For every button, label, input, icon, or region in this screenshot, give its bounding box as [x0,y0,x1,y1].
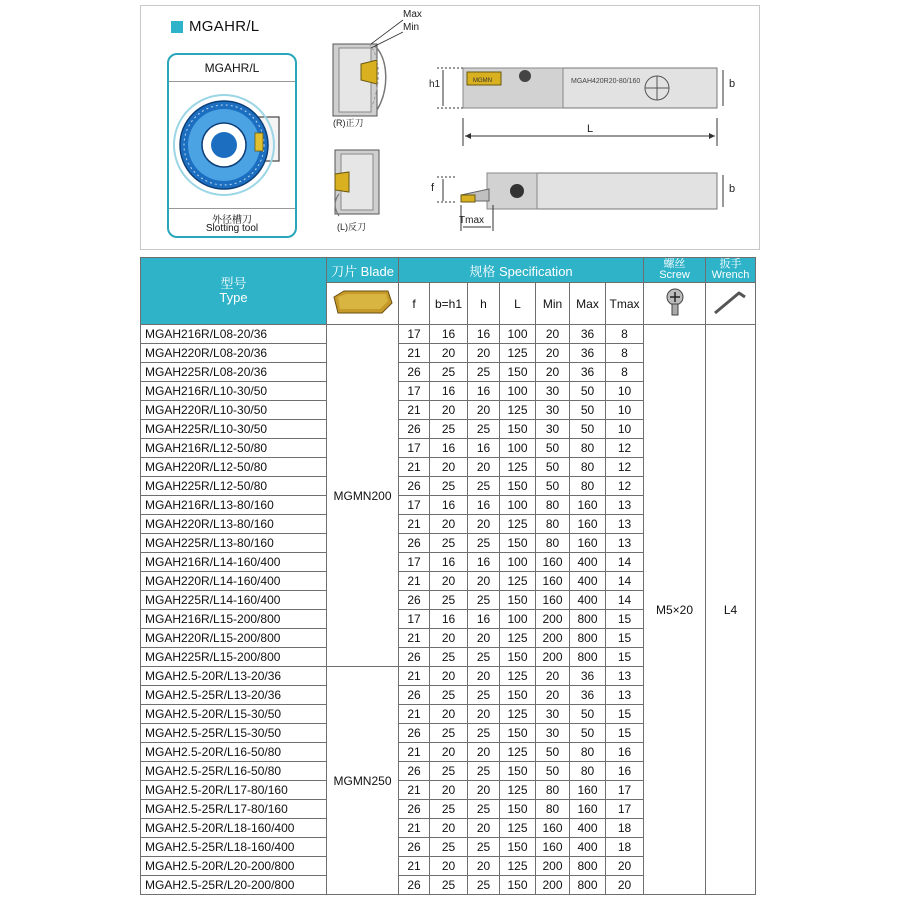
spec-cell-max: 50 [570,420,606,439]
spec-cell-f: 21 [399,819,430,838]
spec-cell-max: 36 [570,667,606,686]
spec-cell-f: 21 [399,629,430,648]
screw-header: 螺丝 Screw [644,258,706,283]
spec-cell-bh1: 25 [430,800,468,819]
right-hand-label: (R)正刀 [333,118,364,128]
spec-cell-tmax: 20 [606,876,644,895]
spec-cell-L: 150 [500,762,536,781]
model-cell: MGAH216R/L12-50/80 [141,439,327,458]
spec-cell-max: 800 [570,629,606,648]
model-cell: MGAH216R/L15-200/800 [141,610,327,629]
spec-cell-bh1: 25 [430,363,468,382]
spec-cell-min: 50 [536,458,570,477]
spec-cell-f: 21 [399,743,430,762]
blade-insert-icon [330,287,396,317]
spec-cell-min: 20 [536,363,570,382]
spec-cell-tmax: 10 [606,382,644,401]
col-max: Max [570,283,606,325]
spec-cell-h: 16 [468,382,500,401]
spec-cell-L: 125 [500,572,536,591]
spec-cell-min: 20 [536,686,570,705]
spec-cell-max: 50 [570,382,606,401]
spec-cell-h: 16 [468,325,500,344]
holder-marking: MGAH420R20-80/160 [571,78,641,85]
spec-cell-L: 150 [500,800,536,819]
spec-cell-max: 400 [570,572,606,591]
max-label: Max [403,9,422,20]
blade-cell: MGMN200 [327,325,399,667]
model-cell: MGAH216R/L13-80/160 [141,496,327,515]
spec-cell-max: 160 [570,800,606,819]
spec-cell-max: 50 [570,724,606,743]
spec-cell-bh1: 25 [430,591,468,610]
spec-cell-f: 17 [399,553,430,572]
spec-cell-bh1: 20 [430,572,468,591]
f-label: f [431,182,435,194]
model-cell: MGAH220R/L14-160/400 [141,572,327,591]
col-f: f [399,283,430,325]
model-cell: MGAH225R/L14-160/400 [141,591,327,610]
spec-cell-bh1: 25 [430,477,468,496]
card-title: MGAHR/L [204,61,260,75]
spec-cell-min: 80 [536,534,570,553]
spec-cell-L: 125 [500,401,536,420]
model-cell: MGAH2.5-25R/L15-30/50 [141,724,327,743]
spec-cell-h: 20 [468,401,500,420]
spec-cell-tmax: 14 [606,572,644,591]
col-h: h [468,283,500,325]
model-cell: MGAH220R/L12-50/80 [141,458,327,477]
screw-cell: M5×20 [644,325,706,895]
model-cell: MGAH2.5-20R/L17-80/160 [141,781,327,800]
spec-cell-min: 160 [536,591,570,610]
spec-cell-tmax: 8 [606,344,644,363]
spec-cell-max: 80 [570,458,606,477]
b-bottom-label: b [729,183,736,195]
spec-cell-f: 26 [399,648,430,667]
type-header: 型号 Type [141,258,327,325]
blade-header: 刀片 Blade [327,258,399,283]
spec-cell-bh1: 20 [430,344,468,363]
spec-cell-tmax: 17 [606,800,644,819]
spec-cell-max: 160 [570,515,606,534]
spec-cell-L: 150 [500,686,536,705]
spec-cell-f: 21 [399,667,430,686]
spec-cell-L: 150 [500,724,536,743]
spec-cell-tmax: 12 [606,477,644,496]
spec-cell-tmax: 8 [606,325,644,344]
spec-cell-f: 21 [399,458,430,477]
holder-side-view-icon [427,161,747,241]
spec-cell-h: 16 [468,439,500,458]
screw-image-cell [644,283,706,325]
spec-cell-h: 25 [468,477,500,496]
spec-cell-h: 25 [468,876,500,895]
spec-cell-tmax: 13 [606,496,644,515]
card-label-en: Slotting tool [205,223,259,234]
spec-cell-min: 80 [536,800,570,819]
blade-image-cell [327,283,399,325]
model-cell: MGAH216R/L08-20/36 [141,325,327,344]
spec-cell-tmax: 15 [606,648,644,667]
spec-cell-f: 26 [399,477,430,496]
spec-cell-min: 20 [536,667,570,686]
model-cell: MGAH225R/L13-80/160 [141,534,327,553]
spec-cell-bh1: 20 [430,667,468,686]
spec-cell-max: 36 [570,325,606,344]
spec-cell-tmax: 16 [606,762,644,781]
model-cell: MGAH2.5-20R/L20-200/800 [141,857,327,876]
spec-cell-bh1: 25 [430,724,468,743]
title-marker-icon [171,21,183,33]
figure-title [171,18,259,35]
spec-cell-f: 21 [399,572,430,591]
screw-icon [660,287,690,317]
spec-cell-L: 150 [500,876,536,895]
svg-text:MGMN: MGMN [473,78,492,84]
spec-cell-f: 21 [399,857,430,876]
spec-cell-max: 800 [570,857,606,876]
spec-cell-bh1: 25 [430,534,468,553]
spec-cell-max: 400 [570,819,606,838]
spec-cell-h: 20 [468,819,500,838]
model-cell: MGAH2.5-25R/L20-200/800 [141,876,327,895]
spec-cell-h: 20 [468,458,500,477]
spec-cell-bh1: 20 [430,743,468,762]
spec-cell-tmax: 17 [606,781,644,800]
spec-cell-min: 20 [536,325,570,344]
model-cell: MGAH2.5-25R/L18-160/400 [141,838,327,857]
spec-cell-h: 20 [468,572,500,591]
spec-cell-tmax: 13 [606,667,644,686]
spec-cell-tmax: 13 [606,534,644,553]
spec-cell-tmax: 10 [606,401,644,420]
spec-cell-h: 20 [468,743,500,762]
spec-cell-h: 25 [468,363,500,382]
spec-cell-L: 100 [500,325,536,344]
spec-cell-L: 125 [500,819,536,838]
spec-cell-tmax: 8 [606,363,644,382]
spec-cell-h: 20 [468,344,500,363]
spec-cell-max: 36 [570,344,606,363]
model-cell: MGAH220R/L08-20/36 [141,344,327,363]
model-cell: MGAH225R/L12-50/80 [141,477,327,496]
spec-cell-h: 25 [468,686,500,705]
spec-cell-f: 26 [399,876,430,895]
spec-cell-h: 16 [468,496,500,515]
tmax-label: Tmax [459,215,484,226]
spec-cell-L: 125 [500,781,536,800]
model-cell: MGAH216R/L14-160/400 [141,553,327,572]
spec-cell-min: 200 [536,629,570,648]
spec-cell-tmax: 15 [606,610,644,629]
spec-cell-L: 150 [500,591,536,610]
spec-cell-max: 800 [570,648,606,667]
spec-cell-bh1: 16 [430,382,468,401]
spec-cell-f: 26 [399,534,430,553]
spec-header: 规格 Specification [399,258,644,283]
spec-cell-f: 17 [399,439,430,458]
spec-cell-tmax: 15 [606,705,644,724]
spec-cell-max: 36 [570,686,606,705]
spec-cell-bh1: 25 [430,838,468,857]
spec-cell-bh1: 20 [430,705,468,724]
spec-cell-h: 25 [468,838,500,857]
wrench-image-cell [706,283,756,325]
spec-cell-min: 160 [536,553,570,572]
model-cell: MGAH220R/L13-80/160 [141,515,327,534]
model-cell: MGAH2.5-25R/L17-80/160 [141,800,327,819]
spec-cell-bh1: 16 [430,553,468,572]
spec-cell-L: 150 [500,534,536,553]
spec-cell-f: 26 [399,800,430,819]
model-cell: MGAH2.5-25R/L13-20/36 [141,686,327,705]
spec-cell-L: 100 [500,496,536,515]
spec-cell-min: 30 [536,724,570,743]
spec-cell-f: 26 [399,420,430,439]
spec-cell-bh1: 20 [430,781,468,800]
spec-cell-max: 36 [570,363,606,382]
spec-cell-L: 125 [500,515,536,534]
spec-cell-L: 125 [500,857,536,876]
spec-cell-min: 20 [536,344,570,363]
spec-cell-bh1: 16 [430,610,468,629]
spec-cell-f: 26 [399,762,430,781]
tool-diagram-panel [140,5,760,250]
spec-cell-min: 160 [536,838,570,857]
model-cell: MGAH220R/L10-30/50 [141,401,327,420]
spec-cell-tmax: 16 [606,743,644,762]
spec-cell-tmax: 15 [606,724,644,743]
spec-cell-tmax: 12 [606,458,644,477]
spec-cell-max: 80 [570,762,606,781]
spec-cell-max: 160 [570,534,606,553]
model-cell: MGAH225R/L10-30/50 [141,420,327,439]
spec-cell-L: 100 [500,439,536,458]
spec-cell-max: 400 [570,591,606,610]
b-top-label: b [729,78,736,90]
spec-cell-f: 17 [399,382,430,401]
spec-cell-h: 25 [468,648,500,667]
spec-cell-f: 26 [399,686,430,705]
spec-cell-bh1: 20 [430,401,468,420]
spec-cell-bh1: 25 [430,686,468,705]
model-cell: MGAH225R/L08-20/36 [141,363,327,382]
spec-cell-L: 100 [500,610,536,629]
spec-cell-h: 25 [468,534,500,553]
spec-cell-tmax: 10 [606,420,644,439]
spec-cell-bh1: 20 [430,819,468,838]
specification-table [140,257,756,895]
spec-cell-max: 50 [570,401,606,420]
spec-cell-L: 150 [500,477,536,496]
wrench-header: 扳手 Wrench [706,258,756,283]
spec-cell-max: 80 [570,477,606,496]
model-cell: MGAH225R/L15-200/800 [141,648,327,667]
spec-cell-bh1: 20 [430,857,468,876]
spec-cell-max: 50 [570,705,606,724]
blade-cell: MGMN250 [327,667,399,895]
spec-cell-f: 21 [399,401,430,420]
spec-cell-max: 80 [570,439,606,458]
model-cell: MGAH2.5-25R/L16-50/80 [141,762,327,781]
spec-cell-min: 160 [536,819,570,838]
spec-cell-min: 200 [536,648,570,667]
spec-cell-min: 200 [536,876,570,895]
spec-cell-L: 125 [500,667,536,686]
spec-cell-L: 100 [500,553,536,572]
spec-cell-f: 17 [399,325,430,344]
spec-cell-max: 160 [570,781,606,800]
left-hand-label: (L)反刀 [337,222,366,232]
spec-cell-f: 26 [399,591,430,610]
spec-cell-bh1: 20 [430,458,468,477]
holder-top-view-icon [427,58,727,148]
spec-cell-min: 30 [536,401,570,420]
col-bh1: b=h1 [430,283,468,325]
spec-cell-tmax: 14 [606,553,644,572]
col-tmax: Tmax [606,283,644,325]
spec-cell-min: 200 [536,610,570,629]
spec-cell-min: 30 [536,382,570,401]
spec-cell-L: 150 [500,838,536,857]
spec-cell-tmax: 13 [606,515,644,534]
spec-cell-tmax: 15 [606,629,644,648]
slotting-ring-icon [169,83,295,208]
spec-cell-bh1: 20 [430,629,468,648]
spec-cell-h: 20 [468,781,500,800]
hex-wrench-icon [711,287,751,317]
spec-cell-tmax: 12 [606,439,644,458]
model-cell: MGAH2.5-20R/L15-30/50 [141,705,327,724]
spec-cell-tmax: 20 [606,857,644,876]
spec-cell-min: 80 [536,515,570,534]
spec-cell-f: 26 [399,363,430,382]
model-cell: MGAH2.5-20R/L13-20/36 [141,667,327,686]
spec-cell-L: 125 [500,458,536,477]
spec-cell-h: 25 [468,724,500,743]
spec-cell-h: 25 [468,762,500,781]
left-hand-detail-icon [331,146,387,218]
spec-cell-bh1: 25 [430,420,468,439]
spec-cell-max: 800 [570,876,606,895]
spec-cell-f: 21 [399,515,430,534]
spec-cell-min: 50 [536,762,570,781]
spec-cell-L: 150 [500,363,536,382]
spec-cell-max: 800 [570,610,606,629]
spec-cell-min: 160 [536,572,570,591]
wrench-cell: L4 [706,325,756,895]
spec-cell-min: 80 [536,496,570,515]
spec-cell-L: 125 [500,344,536,363]
spec-cell-h: 25 [468,800,500,819]
spec-cell-h: 25 [468,591,500,610]
spec-cell-h: 20 [468,857,500,876]
h1-label: h1 [429,79,441,90]
spec-cell-min: 50 [536,477,570,496]
spec-cell-max: 400 [570,553,606,572]
spec-cell-f: 26 [399,724,430,743]
model-cell: MGAH2.5-20R/L18-160/400 [141,819,327,838]
figure-title-text: MGAHR/L [189,18,260,35]
card-label-cn: 外径槽刀 [212,215,252,226]
spec-cell-bh1: 25 [430,876,468,895]
spec-cell-h: 20 [468,667,500,686]
slotting-tool-card [167,53,297,238]
spec-cell-f: 21 [399,705,430,724]
spec-cell-L: 125 [500,743,536,762]
spec-cell-f: 26 [399,838,430,857]
col-min: Min [536,283,570,325]
spec-cell-max: 160 [570,496,606,515]
L-label: L [587,123,594,135]
spec-cell-min: 30 [536,420,570,439]
spec-cell-bh1: 16 [430,496,468,515]
spec-cell-tmax: 14 [606,591,644,610]
spec-cell-min: 80 [536,781,570,800]
spec-cell-h: 16 [468,610,500,629]
spec-cell-min: 30 [536,705,570,724]
spec-cell-max: 400 [570,838,606,857]
spec-cell-tmax: 13 [606,686,644,705]
spec-cell-h: 20 [468,705,500,724]
spec-cell-bh1: 25 [430,762,468,781]
spec-cell-L: 100 [500,382,536,401]
spec-cell-f: 21 [399,344,430,363]
spec-cell-h: 25 [468,420,500,439]
spec-cell-h: 16 [468,553,500,572]
model-cell: MGAH2.5-20R/L16-50/80 [141,743,327,762]
spec-cell-f: 17 [399,610,430,629]
spec-cell-f: 17 [399,496,430,515]
spec-cell-h: 20 [468,515,500,534]
spec-cell-min: 200 [536,857,570,876]
spec-cell-L: 150 [500,648,536,667]
spec-cell-tmax: 18 [606,838,644,857]
min-label: Min [403,22,420,33]
spec-cell-max: 80 [570,743,606,762]
spec-cell-min: 50 [536,743,570,762]
spec-cell-tmax: 18 [606,819,644,838]
spec-cell-bh1: 16 [430,439,468,458]
spec-cell-min: 50 [536,439,570,458]
model-cell: MGAH220R/L15-200/800 [141,629,327,648]
spec-cell-L: 125 [500,705,536,724]
spec-cell-L: 150 [500,420,536,439]
table-row [141,325,756,344]
spec-cell-h: 20 [468,629,500,648]
spec-cell-bh1: 25 [430,648,468,667]
spec-cell-bh1: 20 [430,515,468,534]
col-L: L [500,283,536,325]
spec-cell-f: 21 [399,781,430,800]
spec-cell-L: 125 [500,629,536,648]
spec-cell-bh1: 16 [430,325,468,344]
model-cell: MGAH216R/L10-30/50 [141,382,327,401]
